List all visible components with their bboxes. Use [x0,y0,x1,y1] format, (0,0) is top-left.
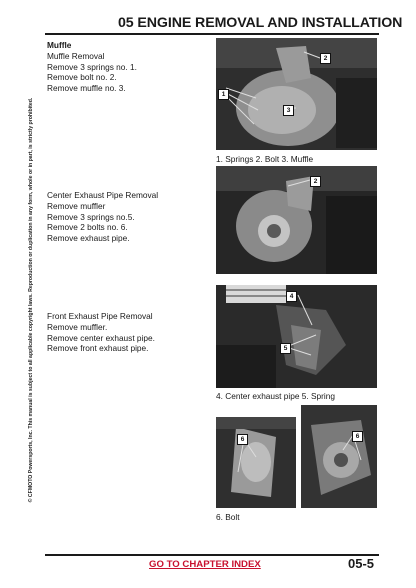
instruction-line: Remove exhaust pipe. [47,233,130,244]
chapter-index-link[interactable]: GO TO CHAPTER INDEX [149,559,261,570]
copyright-notice [24,90,38,510]
instruction-line: Remove muffler. [47,321,108,332]
front-pipe-section [47,311,207,354]
instruction-line: Remove 2 bolts no. 6. [47,222,128,233]
photo-caption: 4. Center exhaust pipe 5. Spring [216,391,335,401]
muffle-photo [216,38,377,150]
photo-caption: 1. Springs 2. Bolt 3. Muffle [216,154,314,164]
instruction-line: Remove 3 springs no.5. [47,211,135,222]
instruction-line: Remove muffle no. 3. [47,83,126,94]
muffle-section [47,40,207,94]
photo-caption: 6. Bolt [216,512,240,522]
callout-marker: 2 [310,176,321,187]
instruction-line: Center Exhaust Pipe Removal [47,190,159,200]
callout-marker: 3 [283,105,294,116]
copyright-text: © CFMOTO Powersports, Inc. This manual is subject to all applicable copyright laws. Reproduction or duplication in any form, whole or in part, is strictly prohibited. [28,97,34,503]
callout-marker: 2 [320,53,331,64]
section-heading: Muffle [47,40,72,50]
instruction-line: Remove bolt no. 2. [47,72,117,83]
callout-marker: 5 [280,343,291,354]
front-pipe-photo [216,285,377,388]
instruction-line: Front Exhaust Pipe Removal [47,311,153,321]
instruction-line: Muffle Removal [47,50,105,61]
callout-marker: 1 [218,89,229,100]
bolt-photo-left [216,417,296,508]
callout-marker: 6 [237,434,248,445]
instruction-line: Remove muffler [47,200,106,211]
instruction-line: Remove front exhaust pipe. [47,343,149,354]
callout-marker: 6 [352,431,363,442]
bolt-photo-right [301,405,377,508]
instruction-line: Remove 3 springs no. 1. [47,61,137,72]
header-divider [45,33,379,35]
page-title: 05 ENGINE REMOVAL AND INSTALLATION [118,15,403,31]
center-pipe-photo [216,166,377,274]
page-number: 05-5 [348,556,375,571]
callout-marker: 4 [286,291,297,302]
center-pipe-section [47,190,207,244]
footer-divider [45,554,379,556]
instruction-line: Remove center exhaust pipe. [47,332,155,343]
